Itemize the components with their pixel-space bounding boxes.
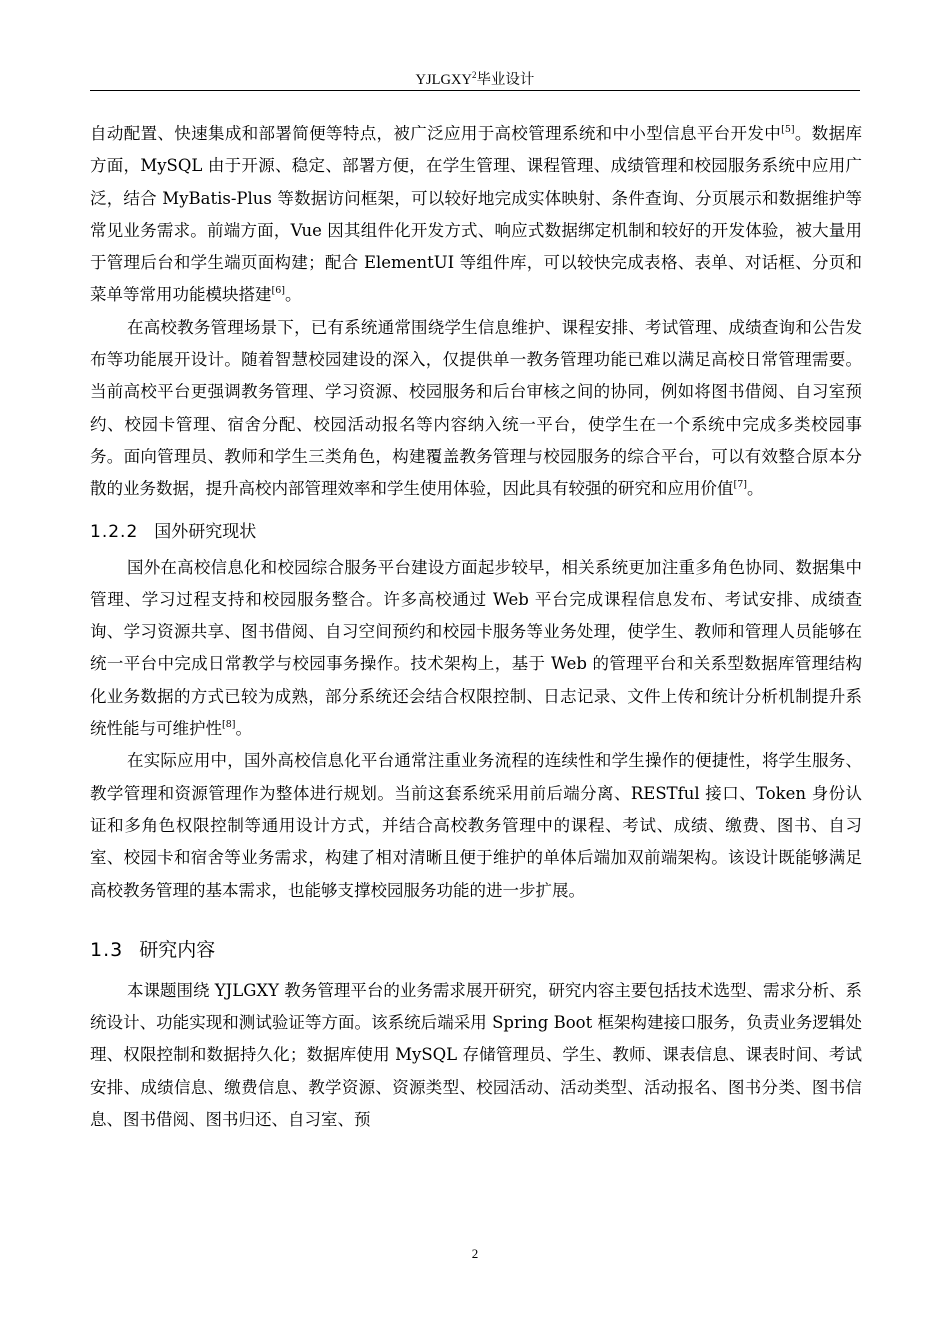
section-heading-1-3 — [90, 937, 862, 963]
paragraph-domestic-status — [90, 312, 862, 506]
citation-ref: [8] — [222, 719, 236, 731]
paragraph-text: 在高校教务管理场景下，已有系统通常围绕学生信息维护、课程安排、考试管理、成绩查询和公告发布等功能展开设计。随着智慧校园建设的深入，仅提供单一教务管理功能已难以满足高校日常管理需要。当前高校平台更强调教务管理、学习资源、校园服务和后台审核之间的协同，例如将图书借阅、自习室预约、校园卡管理、宿舍分配、校园活动报名等内容纳入统一平台，使学生在一个系统中完成多类校园事务。面向管理员、教师和学生三类角色，构建覆盖教务管理与校园服务的综合平台，可以有效整合原本分散的业务数据，提升高校内部管理效率和学生使用体验，因此具有较强的研究和应用价值 — [90, 317, 862, 499]
header-title-suffix: 毕业设计 — [476, 72, 535, 88]
section-number: 1.3 — [90, 938, 124, 961]
paragraph-tech-stack — [90, 118, 862, 312]
header-title-sup: 2 — [471, 70, 477, 80]
paragraph-practical-application: 在实际应用中，国外高校信息化平台通常注重业务流程的连续性和学生操作的便捷性，将学生服务、教学管理和资源管理作为整体进行规划。当前这套系统采用前后端分离、RESTful 接口、Token 身份认证和多角色权限控制等通用设计方式，并结合高校教务管理中的课程、考试、成绩、缴费、图书、自习室、校园卡和宿舍等业务需求，构建了相对清晰且便于维护的单体后端加双前端架构。该设计既能够满足高校教务管理的基本需求，也能够支撑校园服务功能的进一步扩展。 — [90, 751, 862, 900]
paragraph-text: 。数据库方面，MySQL 由于开源、稳定、部署方便，在学生管理、课程管理、成绩管理和校园服务系统中应用广泛，结合 MyBatis-Plus 等数据访问框架，可以较好地完成实体映射、条件查询、分页展示和数据维护等常见业务需求。前端方面，Vue 因其组件化开发方式、响应式数据绑定机制和较好的开发体验，被大量用于管理后台和学生端页面构建；配合 ElementUI 等组件库，可以较快完成表格、表单、对话框、分页和菜单等常用功能模块搭建 — [90, 124, 863, 305]
paragraph-text: 国外在高校信息化和校园综合服务平台建设方面起步较早，相关系统更加注重多角色协同、数据集中管理、学习过程支持和校园服务整合。许多高校通过 Web 平台完成课程信息发布、考试安排、成绩查询、学习资源共享、图书借阅、自习空间预约和校园卡服务等业务处理，使学生、教师和管理人员能够在统一平台中完成日常教学与校园事务操作。技术架构上，基于 Web 的管理平台和关系型数据库管理结构化业务数据的方式已较为成熟，部分系统还会结合权限控制、日志记录、文件上传和统计分析机制提升系统性能与可维护性 — [90, 557, 862, 739]
page-header — [90, 66, 860, 91]
header-title-prefix: YJLGXY — [415, 72, 472, 88]
section-heading-1-2-2 — [90, 520, 862, 544]
paragraph-text: 。 — [284, 285, 302, 305]
paragraph-text: 自动配置、快速集成和部署简便等特点，被广泛应用于高校管理系统和中小型信息平台开发中 — [90, 124, 782, 143]
header-title — [372, 66, 579, 91]
document-body — [90, 118, 862, 1136]
paragraph-foreign-status — [90, 552, 862, 746]
section-title: 国外研究现状 — [154, 521, 257, 542]
section-title: 研究内容 — [139, 938, 216, 961]
paragraph-text: 。 — [235, 719, 252, 739]
citation-ref: [6] — [271, 285, 285, 297]
section-number: 1.2.2 — [90, 521, 139, 542]
citation-ref: [7] — [733, 479, 747, 491]
citation-ref: [5] — [781, 124, 795, 135]
paragraph-text: 。 — [746, 479, 764, 499]
page-number: 2 — [471, 1246, 479, 1261]
paragraph-research-content: 本课题围绕 YJLGXY 教务管理平台的业务需求展开研究，研究内容主要包括技术选型、需求分析、系统设计、功能实现和测试验证等方面。该系统后端采用 Spring Boot 框架构建接口服务，负责业务逻辑处理、权限控制和数据持久化；数据库使用 MySQL 存储管理员、学生、教师、课表信息、课表时间、考试安排、成绩信息、缴费信息、教学资源、资源类型、校园活动、活动类型、活动报名、图书分类、图书信息、图书借阅、图书归还、自习室、预 — [90, 980, 862, 1130]
